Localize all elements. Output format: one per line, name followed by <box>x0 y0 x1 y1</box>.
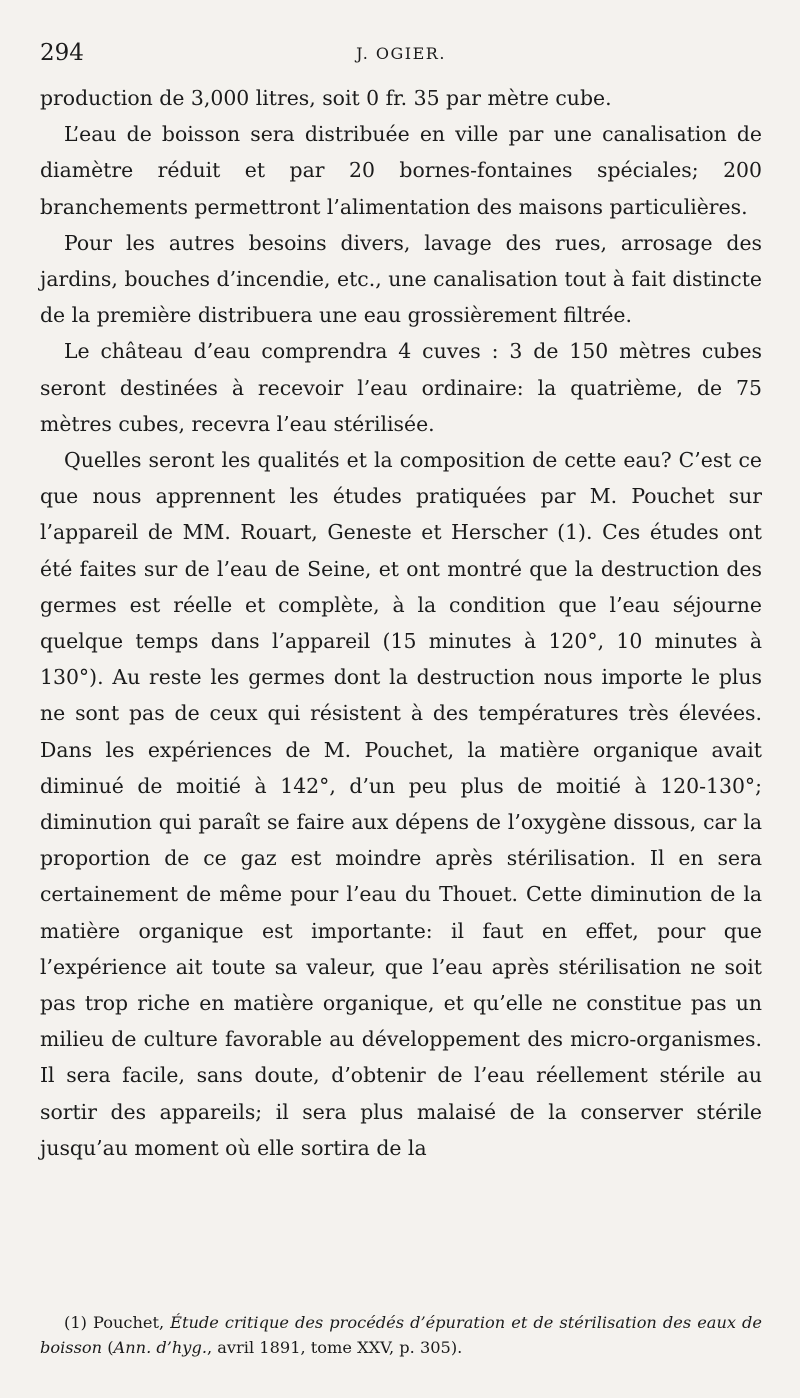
footnote-citation: , avril 1891, tome XXV, p. 305). <box>206 1338 463 1357</box>
page-header <box>40 36 762 78</box>
paragraph: production de 3,000 litres, soit 0 fr. 35 par mètre cube. <box>40 86 612 110</box>
footnote-paren: ( <box>102 1338 114 1357</box>
footnote-journal: Ann. d’hyg. <box>113 1338 207 1357</box>
body-text <box>40 80 762 1166</box>
paragraph: Quelles seront les qualités et la composition de cette eau? C’est ce que nous apprennent les études pratiquées par M. Pouchet sur l’appareil de MM. Rouart, Geneste et Herscher (1). Ces études ont été faites sur de l’eau de Seine, et ont montré que la destruction des germes est réelle et complète, à la condition que l’eau séjourne quelque temps dans l’appareil (15 minutes à 120°, 10 minutes à 130°). Au reste les germes dont la destruction nous importe le plus ne sont pas de ceux qui résistent à des températures très élevées. Dans les expériences de M. Pouchet, la matière organique avait diminué de moitié à 142°, d’un peu plus de moitié à 120-130°; diminution qui paraît se faire aux dépens de l’oxygène dissous, car la proportion de ce gaz est moindre après stérilisation. Il en sera certainement de même pour l’eau du Thouet. Cette diminution de la matière organique est importante: il faut en effet, pour que l’expérience ait toute sa valeur, que l’eau après stérilisation ne soit pas trop riche en matière organique, et qu’elle ne constitue pas un milieu de culture favorable au développement des micro-organismes. Il sera facile, sans doute, d’obtenir de l’eau réellement stérile au sortir des appareils; il sera plus malaisé de la conserver stérile jusqu’au moment où elle sortira de la <box>40 448 762 1160</box>
running-head: J. OGIER. <box>356 44 446 63</box>
paragraph: Le château d’eau comprendra 4 cuves : 3 de 150 mètres cubes seront destinées à recevoir l’eau ordinaire: la quatrième, de 75 mètres cubes, recevra l’eau stérilisée. <box>40 339 762 436</box>
page-number: 294 <box>40 40 84 66</box>
footnote-title: Étude critique des procédés d’épuration et de stérilisation des eaux de boisson <box>40 1313 762 1357</box>
paragraph: Pour les autres besoins divers, lavage des rues, arrosage des jardins, bouches d’incendie, etc., une canalisation tout à fait distincte de la première distribuera une eau grossièrement filtrée. <box>40 230 762 328</box>
paragraph: L’eau de boisson sera distribuée en ville par une canalisation de diamètre réduit et par 20 bornes-fontaines spéciales; 200 branchements permettront l’alimentation des maisons particulières. <box>40 122 762 219</box>
footnote-marker: (1) Pouchet, <box>64 1313 171 1332</box>
footnote <box>40 1310 762 1360</box>
